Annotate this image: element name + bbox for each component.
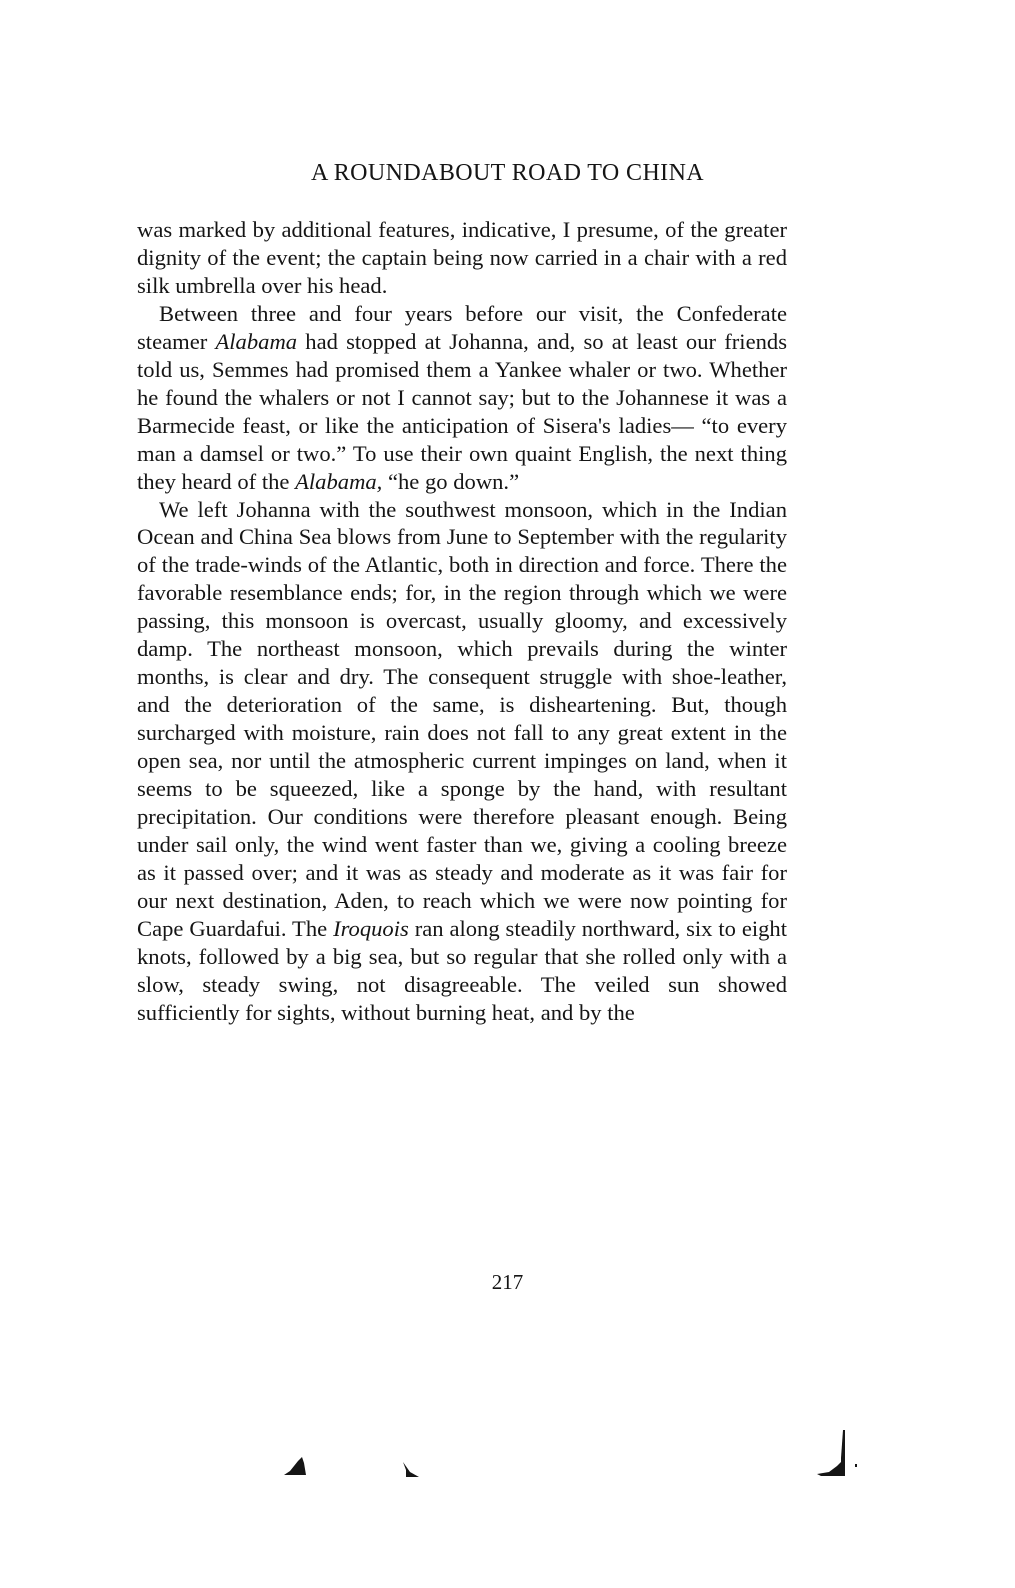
italic-text-span: Iroquois: [333, 915, 409, 941]
text-span: ran along steadily northward, six to eight knots, followed by a big sea, but so regular that she rolled only with a slow, steady swing, not disagreeable. The veiled sun showed sufficiently for sights, without burning heat, and by the: [137, 915, 788, 1025]
text-span: “he go down.”: [382, 468, 520, 494]
running-head: A ROUNDABOUT ROAD TO CHINA: [310, 160, 705, 186]
text-span: We left Johanna with the southwest monsoon, which in the Indian Ocean and China Sea blows from June to September with the regularity of the trade-winds of the Atlantic, both in direction and force. There the favorable resemblance ends; for, in the region through which we were passing, this monsoon is overcast, usually gloomy, and excessively damp. The northeast monsoon, which prevails during the winter months, is clear and dry. The consequent struggle with shoe-leather, and the deterioration of the same, is disheartening. But, though surcharged with moisture, rain does not fall to any great extent in the open sea, nor until the atmospheric current impinges on land, when it seems to be squeezed, like a sponge by the hand, with resultant precipitation. Our conditions were therefore pleasant enough. Being under sail only, the wind went faster than we, giving a cooling breeze as it passed over; and it was as steady and moderate as it was fair for our next destination, Aden, to reach which we were now pointing for Cape Guardafui. The: [137, 496, 787, 941]
text-span: Between three and four years before our visit, the Confederate steamer: [137, 300, 787, 354]
text-span: had stopped at Johanna, and, so at least our friends told us, Semmes had promised them a Yankee whaler or two. Whether he found the whalers or not I cannot say; but to the Johannese it was a Barmecide feast, or like the anticipation of Sisera's ladies— “to every man a damsel or two.” To use their own quaint English, the next thing they heard of the: [137, 328, 787, 494]
paragraph-1: [137, 216, 787, 300]
text-span: was marked by additional features, indicative, I presume, of the greater dignity of the event; the captain being now carried in a chair with a red silk umbrella over his head.: [137, 217, 787, 298]
body-text: [137, 216, 787, 1027]
ink-mark-center: [400, 1460, 422, 1480]
paragraph-3: [137, 496, 787, 1027]
ink-mark-right: [815, 1428, 865, 1480]
italic-text-span: Alabama,: [295, 468, 383, 494]
page-number: 217: [491, 1270, 524, 1294]
ink-mark-left: [282, 1455, 312, 1479]
italic-text-span: Alabama: [215, 328, 298, 354]
paragraph-2: [137, 300, 787, 496]
